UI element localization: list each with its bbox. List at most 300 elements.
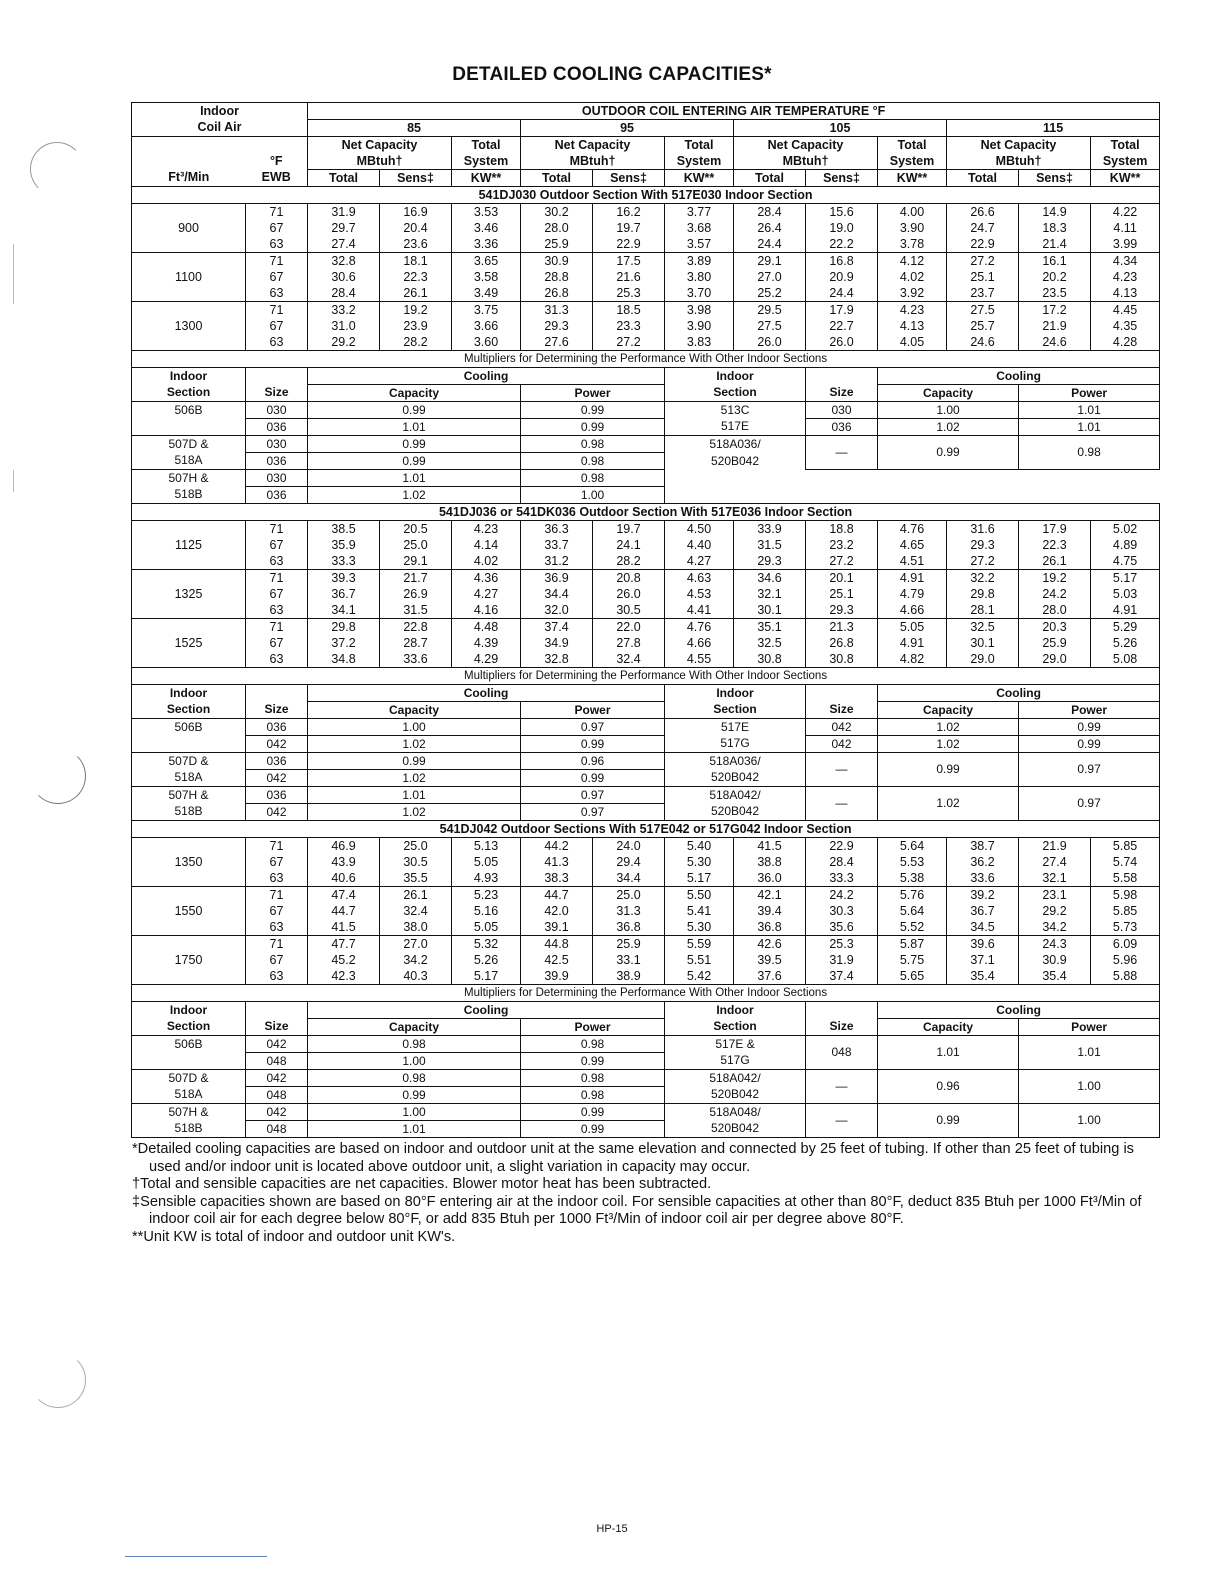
- capacity-value: 24.2: [1019, 586, 1091, 602]
- capacity-value: 34.5: [947, 919, 1019, 936]
- capacity-value: 35.9: [308, 537, 380, 553]
- multiplier-row: [132, 1070, 1160, 1087]
- capacity-value: 21.9: [1019, 318, 1091, 334]
- power-multiplier: 0.97: [1019, 787, 1160, 821]
- capacity-value: 29.5: [734, 302, 806, 319]
- blank-cell: [246, 685, 308, 702]
- capacity-value: 4.23: [452, 521, 521, 538]
- capacity-value: 29.2: [308, 334, 380, 351]
- capacity-value: 5.05: [452, 919, 521, 936]
- temp-85-header: 85: [308, 120, 521, 137]
- cfm-cell: 1325: [132, 570, 246, 619]
- degf-label: °F: [246, 153, 308, 170]
- cooling-label: Cooling: [878, 685, 1160, 702]
- capacity-value: 23.2: [806, 537, 878, 553]
- capacity-value: 45.2: [308, 952, 380, 968]
- capacity-value: 29.3: [521, 318, 593, 334]
- capacity-value: 17.9: [1019, 521, 1091, 538]
- size-cell: 042: [246, 1104, 308, 1121]
- indoor-section-cell: 520B042: [665, 804, 806, 821]
- capacity-value: 43.9: [308, 854, 380, 870]
- capacity-value: 18.1: [380, 253, 452, 270]
- kw-label: KW**: [665, 170, 734, 187]
- capacity-multiplier: 0.99: [878, 753, 1019, 787]
- footnote-double-dagger: ‡Sensible capacities shown are based on 80°F entering air at the indoor coil. For sensible capacities at other than 80°F, deduct 835 Btuh per 1000 Ft³/Min of indoor coil air for each degree below 80°F, or add 835 Btuh per 1000 Ft³/Min of indoor coil air per degree above 80°F.: [132, 1193, 1142, 1228]
- capacity-value: 5.13: [452, 838, 521, 855]
- capacity-multiplier: 1.01: [878, 1036, 1019, 1070]
- data-row: [132, 651, 1160, 668]
- multiplier-title: Multipliers for Determining the Performance With Other Indoor Sections: [132, 985, 1160, 1002]
- capacity-value: 4.23: [878, 302, 947, 319]
- multiplier-header-row: [132, 685, 1160, 702]
- capacity-value: 4.63: [665, 570, 734, 587]
- ewb-cell: 67: [246, 952, 308, 968]
- capacity-value: 36.7: [947, 903, 1019, 919]
- capacity-value: 4.65: [878, 537, 947, 553]
- multiplier-title-row: [132, 351, 1160, 368]
- capacity-value: 39.1: [521, 919, 593, 936]
- section-label: Section: [665, 1019, 806, 1036]
- size-cell: 042: [246, 1070, 308, 1087]
- ewb-cell: 63: [246, 334, 308, 351]
- capacity-value: 4.79: [878, 586, 947, 602]
- capacity-value: 33.6: [947, 870, 1019, 887]
- ewb-cell: 71: [246, 887, 308, 904]
- capacity-value: 5.85: [1091, 838, 1160, 855]
- capacity-value: 17.9: [806, 302, 878, 319]
- capacity-value: 4.05: [878, 334, 947, 351]
- capacity-value: 32.4: [380, 903, 452, 919]
- capacity-value: 34.4: [593, 870, 665, 887]
- multiplier-row: [132, 1036, 1160, 1053]
- multiplier-row: [132, 419, 1160, 436]
- capacity-value: 5.40: [665, 838, 734, 855]
- indoor-section-cell: 518A048/: [665, 1104, 806, 1121]
- data-row: [132, 570, 1160, 587]
- size-cell: 036: [246, 787, 308, 804]
- capacity-value: 5.30: [665, 854, 734, 870]
- capacity-value: 34.2: [1019, 919, 1091, 936]
- cfm-cell: 1750: [132, 936, 246, 985]
- capacity-multiplier: 1.02: [878, 736, 1019, 753]
- cfm-cell: 1300: [132, 302, 246, 351]
- capacity-value: 3.68: [665, 220, 734, 236]
- capacity-value: 31.5: [734, 537, 806, 553]
- blank-cell: [806, 1002, 878, 1019]
- indoor-section-cell: 518A042/: [665, 1070, 806, 1087]
- data-row: [132, 302, 1160, 319]
- power-multiplier: 0.99: [521, 736, 665, 753]
- capacity-value: 3.98: [665, 302, 734, 319]
- capacity-value: 36.2: [947, 854, 1019, 870]
- capacity-value: 28.2: [380, 334, 452, 351]
- net-capacity-label: Net Capacity: [521, 137, 665, 154]
- sens-label: Sens‡: [806, 170, 878, 187]
- capacity-value: 23.1: [1019, 887, 1091, 904]
- capacity-value: 35.5: [380, 870, 452, 887]
- capacity-value: 20.4: [380, 220, 452, 236]
- capacity-value: 29.3: [806, 602, 878, 619]
- capacity-multiplier: 1.02: [308, 736, 521, 753]
- ewb-cell: 63: [246, 553, 308, 570]
- capacity-value: 46.9: [308, 838, 380, 855]
- capacity-value: 44.7: [308, 903, 380, 919]
- footnote-double-asterisk: **Unit KW is total of indoor and outdoor unit KW's.: [132, 1228, 456, 1245]
- capacity-value: 26.0: [734, 334, 806, 351]
- multiplier-row: [132, 1104, 1160, 1121]
- capacity-value: 4.02: [452, 553, 521, 570]
- data-row: [132, 318, 1160, 334]
- capacity-value: 39.2: [947, 887, 1019, 904]
- capacity-value: 5.05: [878, 619, 947, 636]
- system-label: System: [878, 153, 947, 170]
- capacity-value: 34.6: [734, 570, 806, 587]
- capacity-value: 39.6: [947, 936, 1019, 953]
- capacity-value: 36.9: [521, 570, 593, 587]
- section-title: 541DJ042 Outdoor Sections With 517E042 or 517G042 Indoor Section: [132, 821, 1160, 838]
- capacity-multiplier: 1.00: [878, 402, 1019, 419]
- capacity-value: 19.7: [593, 521, 665, 538]
- multiplier-title: Multipliers for Determining the Performance With Other Indoor Sections: [132, 351, 1160, 368]
- capacity-value: 29.8: [947, 586, 1019, 602]
- capacity-value: 32.2: [947, 570, 1019, 587]
- capacity-value: 27.5: [734, 318, 806, 334]
- ewb-cell: 63: [246, 870, 308, 887]
- capacity-value: 34.8: [308, 651, 380, 668]
- capacity-value: 26.4: [734, 220, 806, 236]
- capacity-value: 4.93: [452, 870, 521, 887]
- capacity-value: 22.9: [593, 236, 665, 253]
- capacity-value: 3.60: [452, 334, 521, 351]
- kw-label: KW**: [1091, 170, 1160, 187]
- ft3min-label: Ft³/Min: [132, 170, 246, 187]
- power-label: Power: [521, 385, 665, 402]
- multiplier-header-row: [132, 368, 1160, 385]
- capacity-value: 21.4: [1019, 236, 1091, 253]
- ewb-cell: 71: [246, 838, 308, 855]
- capacity-value: 4.22: [1091, 204, 1160, 221]
- power-multiplier: 1.00: [1019, 1070, 1160, 1104]
- capacity-value: 18.5: [593, 302, 665, 319]
- capacity-value: 3.99: [1091, 236, 1160, 253]
- capacity-value: 16.9: [380, 204, 452, 221]
- capacity-value: 5.17: [665, 870, 734, 887]
- capacity-value: 3.80: [665, 269, 734, 285]
- capacity-value: 5.64: [878, 903, 947, 919]
- capacity-value: 35.1: [734, 619, 806, 636]
- indoor-section-cell: 518A036/: [665, 436, 806, 453]
- capacity-value: 27.6: [521, 334, 593, 351]
- capacity-value: 34.1: [308, 602, 380, 619]
- capacity-value: 3.65: [452, 253, 521, 270]
- size-cell: 042: [246, 736, 308, 753]
- capacity-value: 30.5: [593, 602, 665, 619]
- capacity-value: 5.98: [1091, 887, 1160, 904]
- ewb-cell: 63: [246, 968, 308, 985]
- total-label: Total: [947, 170, 1019, 187]
- capacity-value: 5.38: [878, 870, 947, 887]
- total-system-label: Total: [1091, 137, 1160, 154]
- capacity-value: 28.1: [947, 602, 1019, 619]
- power-label: Power: [1019, 702, 1160, 719]
- capacity-value: 33.3: [308, 553, 380, 570]
- capacity-value: 4.40: [665, 537, 734, 553]
- cooling-label: Cooling: [878, 1002, 1160, 1019]
- capacity-value: 3.90: [878, 220, 947, 236]
- capacity-value: 5.85: [1091, 903, 1160, 919]
- capacity-value: 29.3: [734, 553, 806, 570]
- indoor-section-cell: 507H &: [132, 1104, 246, 1121]
- capacity-value: 3.57: [665, 236, 734, 253]
- capacity-value: 20.2: [1019, 269, 1091, 285]
- capacity-value: 28.7: [380, 635, 452, 651]
- section-label: Section: [132, 702, 246, 719]
- cooling-capacity-table-container: [131, 102, 1158, 1138]
- capacity-value: 35.6: [806, 919, 878, 936]
- capacity-value: 24.0: [593, 838, 665, 855]
- capacity-value: 22.0: [593, 619, 665, 636]
- section-title: 541DJ030 Outdoor Section With 517E030 Indoor Section: [132, 187, 1160, 204]
- size-cell: 042: [246, 804, 308, 821]
- capacity-value: 23.6: [380, 236, 452, 253]
- capacity-value: 24.4: [806, 285, 878, 302]
- indoor-label: Indoor: [132, 103, 308, 120]
- capacity-value: 19.7: [593, 220, 665, 236]
- capacity-value: 27.2: [593, 334, 665, 351]
- data-row: [132, 619, 1160, 636]
- capacity-value: 41.5: [734, 838, 806, 855]
- capacity-value: 5.17: [452, 968, 521, 985]
- capacity-value: 26.0: [806, 334, 878, 351]
- mbtuh-label: MBtuh†: [308, 153, 452, 170]
- capacity-value: 3.70: [665, 285, 734, 302]
- capacity-value: 30.2: [521, 204, 593, 221]
- ewb-cell: 63: [246, 919, 308, 936]
- capacity-value: 38.9: [593, 968, 665, 985]
- capacity-value: 18.8: [806, 521, 878, 538]
- scan-artifact-line: [13, 244, 14, 304]
- data-row: [132, 903, 1160, 919]
- capacity-value: 4.16: [452, 602, 521, 619]
- capacity-multiplier: 1.00: [308, 1053, 521, 1070]
- power-multiplier: 0.99: [521, 1104, 665, 1121]
- capacity-value: 42.5: [521, 952, 593, 968]
- ewb-cell: 63: [246, 602, 308, 619]
- capacity-multiplier: 0.99: [308, 402, 521, 419]
- size-cell: —: [806, 787, 878, 821]
- section-title-row: [132, 504, 1160, 521]
- capacity-value: 5.05: [452, 854, 521, 870]
- capacity-value: 30.8: [806, 651, 878, 668]
- capacity-value: 37.4: [521, 619, 593, 636]
- temp-115-header: 115: [947, 120, 1160, 137]
- data-row: [132, 334, 1160, 351]
- page-number: HP-15: [596, 1523, 628, 1535]
- capacity-value: 39.9: [521, 968, 593, 985]
- indoor-section-cell: 518B: [132, 1121, 246, 1138]
- capacity-value: 27.4: [308, 236, 380, 253]
- multiplier-row: [132, 436, 1160, 453]
- capacity-value: 32.0: [521, 602, 593, 619]
- multiplier-title: Multipliers for Determining the Performance With Other Indoor Sections: [132, 668, 1160, 685]
- data-row: [132, 586, 1160, 602]
- indoor-section-cell: 518A: [132, 770, 246, 787]
- capacity-value: 5.26: [452, 952, 521, 968]
- indoor-section-cell: 517E: [665, 419, 806, 436]
- capacity-value: 28.0: [521, 220, 593, 236]
- net-capacity-label: Net Capacity: [308, 137, 452, 154]
- ewb-cell: 67: [246, 220, 308, 236]
- capacity-value: 20.8: [593, 570, 665, 587]
- capacity-label: Capacity: [308, 1019, 521, 1036]
- capacity-value: 26.6: [947, 204, 1019, 221]
- capacity-value: 3.36: [452, 236, 521, 253]
- capacity-value: 3.46: [452, 220, 521, 236]
- size-cell: —: [806, 1070, 878, 1104]
- capacity-multiplier: 0.98: [308, 1036, 521, 1053]
- data-row: [132, 537, 1160, 553]
- indoor-label: Indoor: [132, 685, 246, 702]
- power-multiplier: 0.98: [521, 1087, 665, 1104]
- multiplier-header-row: [132, 1002, 1160, 1019]
- size-cell: 030: [246, 402, 308, 419]
- capacity-value: 4.91: [878, 570, 947, 587]
- capacity-value: 5.74: [1091, 854, 1160, 870]
- ewb-label: EWB: [246, 170, 308, 187]
- capacity-value: 38.7: [947, 838, 1019, 855]
- indoor-section-cell: 506B: [132, 1036, 246, 1053]
- capacity-multiplier: 1.02: [308, 487, 521, 504]
- capacity-value: 5.87: [878, 936, 947, 953]
- capacity-value: 26.1: [1019, 553, 1091, 570]
- data-row: [132, 968, 1160, 985]
- ewb-cell: 67: [246, 537, 308, 553]
- capacity-value: 31.9: [806, 952, 878, 968]
- capacity-value: 14.9: [1019, 204, 1091, 221]
- multiplier-row: [132, 736, 1160, 753]
- total-system-label: Total: [878, 137, 947, 154]
- capacity-value: 31.0: [308, 318, 380, 334]
- cooling-label: Cooling: [308, 685, 665, 702]
- indoor-section-cell: [132, 736, 246, 753]
- capacity-value: 4.34: [1091, 253, 1160, 270]
- capacity-value: 5.96: [1091, 952, 1160, 968]
- capacity-value: 21.6: [593, 269, 665, 285]
- capacity-value: 5.41: [665, 903, 734, 919]
- indoor-label: Indoor: [665, 1002, 806, 1019]
- power-label: Power: [1019, 1019, 1160, 1036]
- capacity-multiplier: 1.02: [308, 804, 521, 821]
- capacity-value: 33.6: [380, 651, 452, 668]
- capacity-value: 4.23: [1091, 269, 1160, 285]
- sens-label: Sens‡: [1019, 170, 1091, 187]
- capacity-value: 5.73: [1091, 919, 1160, 936]
- capacity-value: 3.58: [452, 269, 521, 285]
- capacity-value: 4.12: [878, 253, 947, 270]
- capacity-value: 31.2: [521, 553, 593, 570]
- data-row: [132, 602, 1160, 619]
- data-row: [132, 870, 1160, 887]
- power-multiplier: 0.97: [521, 787, 665, 804]
- capacity-value: 28.4: [308, 285, 380, 302]
- power-multiplier: 0.98: [521, 1070, 665, 1087]
- capacity-value: 25.7: [947, 318, 1019, 334]
- multiplier-row: [132, 470, 1160, 487]
- indoor-section-cell: 507D &: [132, 436, 246, 453]
- power-multiplier: 0.99: [521, 402, 665, 419]
- capacity-value: 3.89: [665, 253, 734, 270]
- power-multiplier: 0.99: [521, 419, 665, 436]
- capacity-value: 25.0: [593, 887, 665, 904]
- capacity-value: 27.4: [1019, 854, 1091, 870]
- capacity-value: 27.8: [593, 635, 665, 651]
- cfm-cell: 1525: [132, 619, 246, 668]
- capacity-value: 22.8: [380, 619, 452, 636]
- capacity-value: 24.6: [1019, 334, 1091, 351]
- capacity-label: Capacity: [878, 702, 1019, 719]
- capacity-value: 24.7: [947, 220, 1019, 236]
- indoor-label: Indoor: [665, 685, 806, 702]
- capacity-value: 25.0: [380, 537, 452, 553]
- indoor-section-cell: 518A036/: [665, 753, 806, 770]
- capacity-value: 25.3: [593, 285, 665, 302]
- coil-air-label: Coil Air: [132, 120, 308, 137]
- multiplier-subheader-row: [132, 702, 1160, 719]
- net-capacity-label: Net Capacity: [947, 137, 1091, 154]
- capacity-value: 5.51: [665, 952, 734, 968]
- capacity-value: 31.9: [308, 204, 380, 221]
- capacity-value: 25.1: [806, 586, 878, 602]
- ewb-cell: 63: [246, 285, 308, 302]
- capacity-value: 36.8: [734, 919, 806, 936]
- capacity-value: 5.26: [1091, 635, 1160, 651]
- power-multiplier: 0.98: [521, 1036, 665, 1053]
- capacity-value: 26.1: [380, 285, 452, 302]
- capacity-value: 4.51: [878, 553, 947, 570]
- capacity-value: 4.11: [1091, 220, 1160, 236]
- capacity-value: 20.9: [806, 269, 878, 285]
- capacity-value: 20.1: [806, 570, 878, 587]
- capacity-value: 5.30: [665, 919, 734, 936]
- capacity-multiplier: 0.99: [308, 1087, 521, 1104]
- capacity-multiplier: 1.01: [308, 470, 521, 487]
- capacity-value: 5.02: [1091, 521, 1160, 538]
- capacity-value: 24.6: [947, 334, 1019, 351]
- size-label: Size: [246, 702, 308, 719]
- blank-cell: [246, 368, 308, 385]
- cfm-cell: 1550: [132, 887, 246, 936]
- capacity-value: 4.89: [1091, 537, 1160, 553]
- capacity-value: 3.90: [665, 318, 734, 334]
- capacity-value: 4.02: [878, 269, 947, 285]
- capacity-value: 4.50: [665, 521, 734, 538]
- size-cell: 036: [246, 719, 308, 736]
- data-row: [132, 919, 1160, 936]
- indoor-section-cell: 520B042: [665, 1121, 806, 1138]
- capacity-value: 5.29: [1091, 619, 1160, 636]
- section-title-row: [132, 821, 1160, 838]
- capacity-value: 16.8: [806, 253, 878, 270]
- capacity-value: 31.6: [947, 521, 1019, 538]
- capacity-value: 20.5: [380, 521, 452, 538]
- power-multiplier: 0.98: [1019, 436, 1160, 470]
- data-row: [132, 952, 1160, 968]
- capacity-value: 32.4: [593, 651, 665, 668]
- capacity-value: 5.42: [665, 968, 734, 985]
- kw-label: KW**: [452, 170, 521, 187]
- capacity-value: 29.8: [308, 619, 380, 636]
- capacity-value: 47.7: [308, 936, 380, 953]
